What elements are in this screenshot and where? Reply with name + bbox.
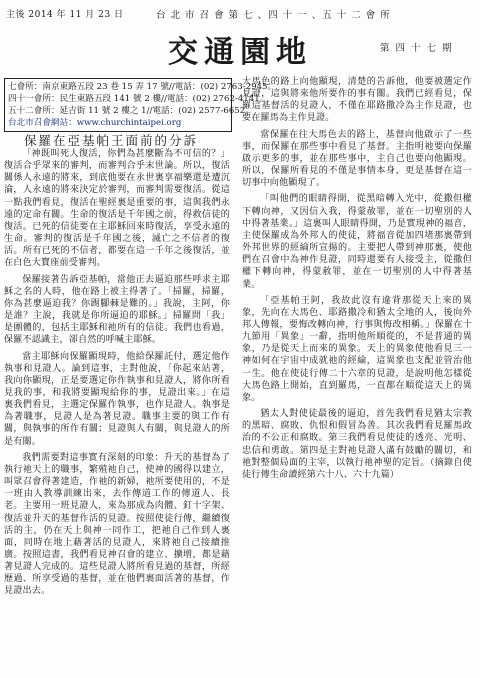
address-box bbox=[4, 78, 277, 132]
paragraph: 保羅接著告訴亞基帕，當他正去逼迫那些呼求主耶穌之名的人時，他在路上被主得著了。「掃羅，掃羅，你為甚麼逼迫我？你踢腳棘是難的。」我說，主阿，你是誰？主說，我就是你所逼迫的耶穌。」掃羅問「我」是團體的，包括主耶穌和祂所有的信徒。我們也看過，保羅不認識主，卻自然的呼喊主耶穌。 bbox=[4, 274, 230, 346]
paragraph: 猶太人對使徒最後的逼迫，首先我們看見猶太宗教的黑暗、腐敗、仇恨和假冒為善。其次我們看見羅馬政治的不公正和腐敗。第三我們看見使徒的透亮、光明、忠信和勇敢。第四是主對祂見證人滿有鼓勵的關切，和祂對整個局面的主宰，以執行祂神聖的定旨。（摘錄自使徒行傳生命讀經第六十八、六十九篇） bbox=[242, 409, 472, 480]
paragraph: 「亞基帕王阿，我故此沒有違背那從天上來的異象，先向在大馬色、耶路撒冷和猶太全地的人，後向外邦人傳報，要悔改轉向神，行事與悔改相稱。」保羅在十九節用「異象」一辭，指明他所順從的，不是普通的異象，乃是從天上而來的異象。天上的異象使他看見三一神如何在宇宙中成就祂的經綸，這異象也支配並管治他一生。他在使徒行傳二十六章的見證，是說明他怎樣從大馬色路上開始，直到羅馬，一直都在順從這天上的異象。 bbox=[242, 295, 472, 403]
church-name: 台 北 市 召 會 第 七 、四 十 一 、五 十 二 會 所 bbox=[156, 10, 391, 21]
right-column bbox=[242, 76, 472, 481]
paragraph: 「叫他們的眼睛得開，從黑暗轉入光中，從撒但權下轉向神，又因信入我，得蒙赦罪，並在一切聖別的人中得著基業。」這裏叫人眼睛得開，乃是實現神的福音，主使保羅成為外邦人的使徒，將福音從加四堵那裏帶到外邦世界的經綸所宣揚的。主要把人帶到神那裏，使他們在召會中為神作見證，同時還要有人接受主，從撒但權下轉向神，得蒙赦罪，並在一切聖別的人中得著基業。 bbox=[242, 194, 472, 290]
website-link[interactable]: 台北市召會網站：www.churchintaipei.org bbox=[8, 118, 182, 128]
issue-date: 主後 2014 年 11 月 23 日 bbox=[6, 10, 124, 20]
article-title: 保羅在亞基帕王面前的分訴 bbox=[24, 133, 199, 148]
address-line-hall-41: 四十一會所：民生東路五段 141 號 2 樓//電話：(02) 2762-4141。 bbox=[8, 94, 269, 104]
paragraph: 當主耶穌向保羅顯現時，他給保羅託付，選定他作執事和見證人。論到這事，主對他說，「你起來站著，我向你顯現，正是要選定你作執事和見證人，將你所看見我的事，和我將要顯現給你的事，見證出來。」在這裏我們看見，主選定保羅作執事，也作見證人。執事是為著職事，見證人是為著見證。職事主要的與工作有關，與執事的所作有關；見證與人有關，與見證人的所是有關。 bbox=[4, 351, 230, 447]
left-column bbox=[4, 148, 230, 598]
bulletin-title: 交通園地 bbox=[168, 35, 312, 70]
paragraph: 我們需要對這事實有深刻的印象：升天的基督為了執行祂天上的職事，繁殖祂自己，使神的國得以建立，叫眾召會得著建造，作祂的新婦，祂所要使用的，不是一班由人教導訓練出來，去作傳道工作的傳道人、長老。主要用一班見證人，來為那成為肉體、釘十字架、復活並升天的基督作活的見證。按照使徒行傳，繼續復活的主，仍在天上與神一同作工，把祂自己作到人裏面，同時在地上藉著活的見證人，來將祂自己接續推廣。按照這書，我們看見神召會的建立、擴增，都是藉著見證人完成的。這些見證人將所看見過的基督，所經歷過、所享受過的基督，並在他們裏面活著的基督，作見證出去。 bbox=[4, 452, 230, 597]
paragraph: 大馬色的路上向他顯現，清楚的告訴他，他要被選定作見證，這與將來他所要作的事有關。我們已經看見，保羅這基督活的見證人，不僅在耶路撒冷為主作見證，也要在羅馬為主作見證。 bbox=[242, 77, 472, 124]
paragraph: 當保羅在往大馬色去的路上，基督向他啟示了一些事，而保羅在那些事中看見了基督。主指明祂要向保羅啟示更多的事，並在那些事中，主自己也要向他顯現。所以，保羅所看見的不僅是事情本身，更是基督在這一切事中向他顯現了。 bbox=[242, 129, 472, 189]
paragraph: 「神既叫死人復活，你們為甚麼斷為不可信的？」復活合乎眾來的審判，而審判合乎末世論。所以，復活關係人永遠的將來，到底他要在永世裏享福樂還是遭沉淪，人永遠的將來決定於審判，而審判需要復活。從這一點我們看見，復活在聖經裏是重要的事，這與我們永遠的定命有關。生命的復活是千年國之前，得救信徒的復活。已死的信徒要在主耶穌回來時復活，享受永遠的生命。審判的復活是千年國之後，滅亡之不信者的復活。所有已死的不信者，都要在這一千年之後復活，並在白色大寶座前受審判。 bbox=[4, 149, 230, 269]
address-line-hall-7: 七會所：南京東路五段 23 巷 15 弄 17 號//電話：(02) 2763-2945。 bbox=[8, 82, 277, 92]
issue-number: 第 四 十 七 期 bbox=[380, 43, 454, 54]
address-line-hall-52: 五十二會所：延吉街 11 號 2 樓之 1//電話：(02) 2577-6652。 bbox=[8, 106, 254, 116]
header-top-line bbox=[6, 6, 472, 24]
